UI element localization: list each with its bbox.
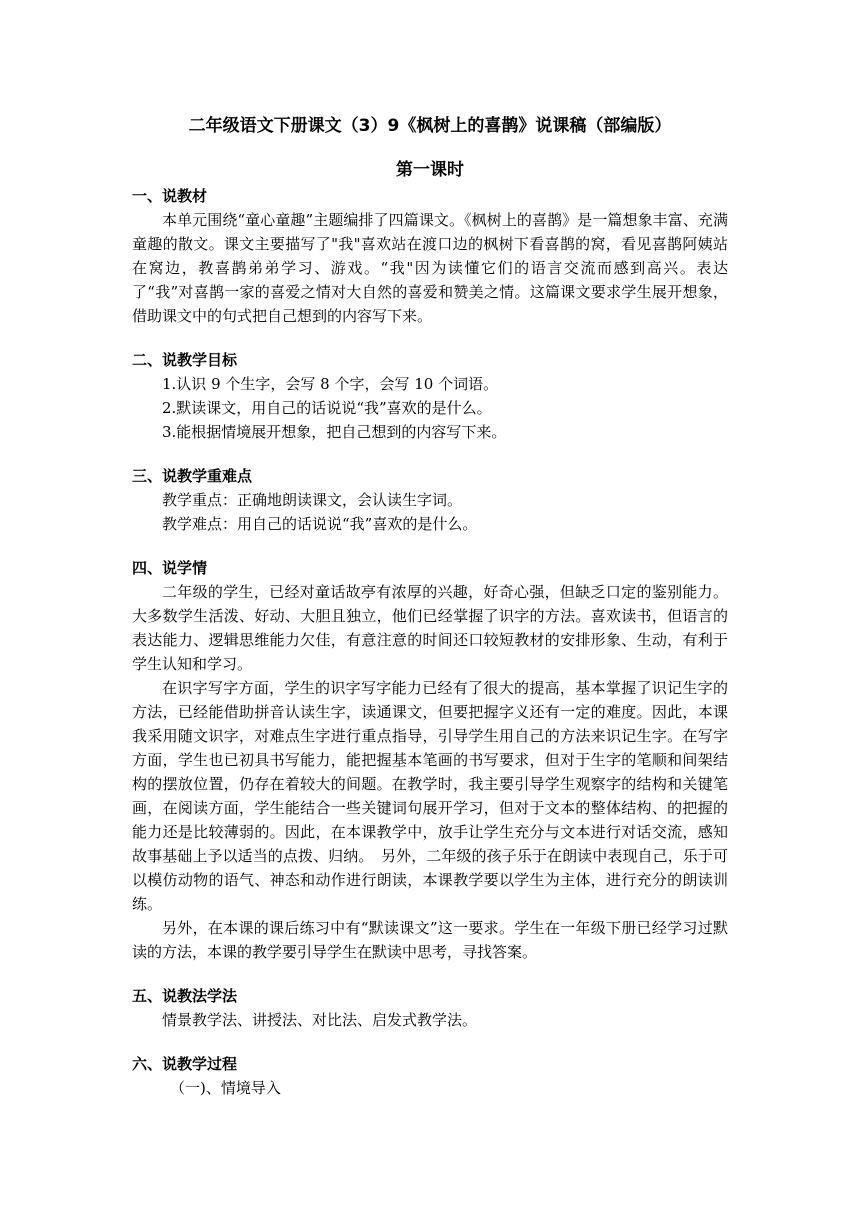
document-title: 二年级语文下册课文（3）9《枫树上的喜鹊》说课稿（部编版） bbox=[188, 116, 672, 136]
list-item: 教学难点：用自己的话说说“我”喜欢的是什么。 bbox=[162, 515, 478, 533]
list-item: 教学重点：正确地朗读课文，会认读生字词。 bbox=[162, 491, 463, 509]
section-key-points bbox=[132, 464, 728, 536]
section-teaching-process bbox=[132, 1052, 728, 1100]
section-heading: 六、说教学过程 bbox=[132, 1055, 238, 1073]
lesson-subtitle: 第一课时 bbox=[396, 160, 464, 180]
list-item: 情景教学法、讲授法、对比法、启发式教学法。 bbox=[162, 1011, 478, 1029]
list-item: （一)、情境导入 bbox=[170, 1079, 281, 1097]
list-item: 3.能根据情境展开想象，把自己想到的内容写下来。 bbox=[162, 423, 507, 441]
list-item: 1.认识 9 个生字，会写 8 个字，会写 10 个词语。 bbox=[162, 375, 499, 393]
section-heading: 五、说教法学法 bbox=[132, 987, 238, 1005]
paragraph: 二年级的学生，已经对童话故亭有浓厚的兴趣，好奇心强，但缺乏口定的鉴别能力。大多数学生活泼、好动、大胆且独立，他们已经掌握了识字的方法。喜欢读书，但语言的表达能力、逻辑思维能力欠佳，有意注意的时间还口较短教材的安排形象、生动，有利于学生认知和学习。 bbox=[132, 583, 728, 673]
list-item: 2.默读课文，用自己的话说说“我”喜欢的是什么。 bbox=[162, 399, 492, 417]
section-heading: 三、说教学重难点 bbox=[132, 467, 253, 485]
section-heading: 二、说教学目标 bbox=[132, 351, 238, 369]
section-heading: 一、说教材 bbox=[132, 187, 208, 205]
paragraph: 另外，在本课的课后练习中有“默读课文”这一要求。学生在一年级下册已经学习过默读的方法，本课的教学要引导学生在默读中思考，寻找答案。 bbox=[132, 919, 728, 961]
section-teaching-material bbox=[132, 184, 728, 328]
section-teaching-goals bbox=[132, 348, 728, 444]
section-student-situation bbox=[132, 556, 728, 964]
paragraph: 在识字写字方面，学生的识字写字能力已经有了很大的提高，基本掌握了识记生字的方法，已经能借助拼音认读生字，读通课文，但要把握字义还有一定的难度。因此，本课我采用随文识字，对难点生字进行重点指导，引导学生用自己的方法来识记生字。在写字方面，学生也已初具书写能力，能把握基本笔画的书写要求，但对于生字的笔顺和间架结构的摆放位置，仍存在着较大的间题。在教学时，我主要引导学生观察字的结构和关键笔画，在阅读方面，学生能结合一些关键词句展开学习，但对于文本的整体结构、的把握的能力还是比较薄弱的。因此，在本课教学中，放手让学生充分与文本进行对话交流，感知故事基础上予以适当的点拨、归纳。 另外，二年级的孩子乐于在朗读中表现自己，乐于可以模仿动物的语气、神态和动作进行朗读，本课教学要以学生为主体，进行充分的朗读训练。 bbox=[132, 679, 728, 913]
document-page bbox=[132, 112, 728, 1100]
section-teaching-methods bbox=[132, 984, 728, 1032]
section-heading: 四、说学情 bbox=[132, 559, 208, 577]
paragraph: 本单元围绕“童心童趣”主题编排了四篇课文。《枫树上的喜鹊》是一篇想象丰富、充满童趣的散文。课文主要描写了"我"喜欢站在渡口边的枫树下看喜鹊的窝，看见喜鹊阿姨站在窝边，教喜鹊弟弟学习、游戏。“我"因为读懂它们的语言交流而感到高兴。表达了“我”对喜鹊一家的喜爱之情对大自然的喜爱和赞美之情。这篇课文要求学生展开想象，借助课文中的句式把自己想到的内容写下来。 bbox=[132, 211, 728, 325]
